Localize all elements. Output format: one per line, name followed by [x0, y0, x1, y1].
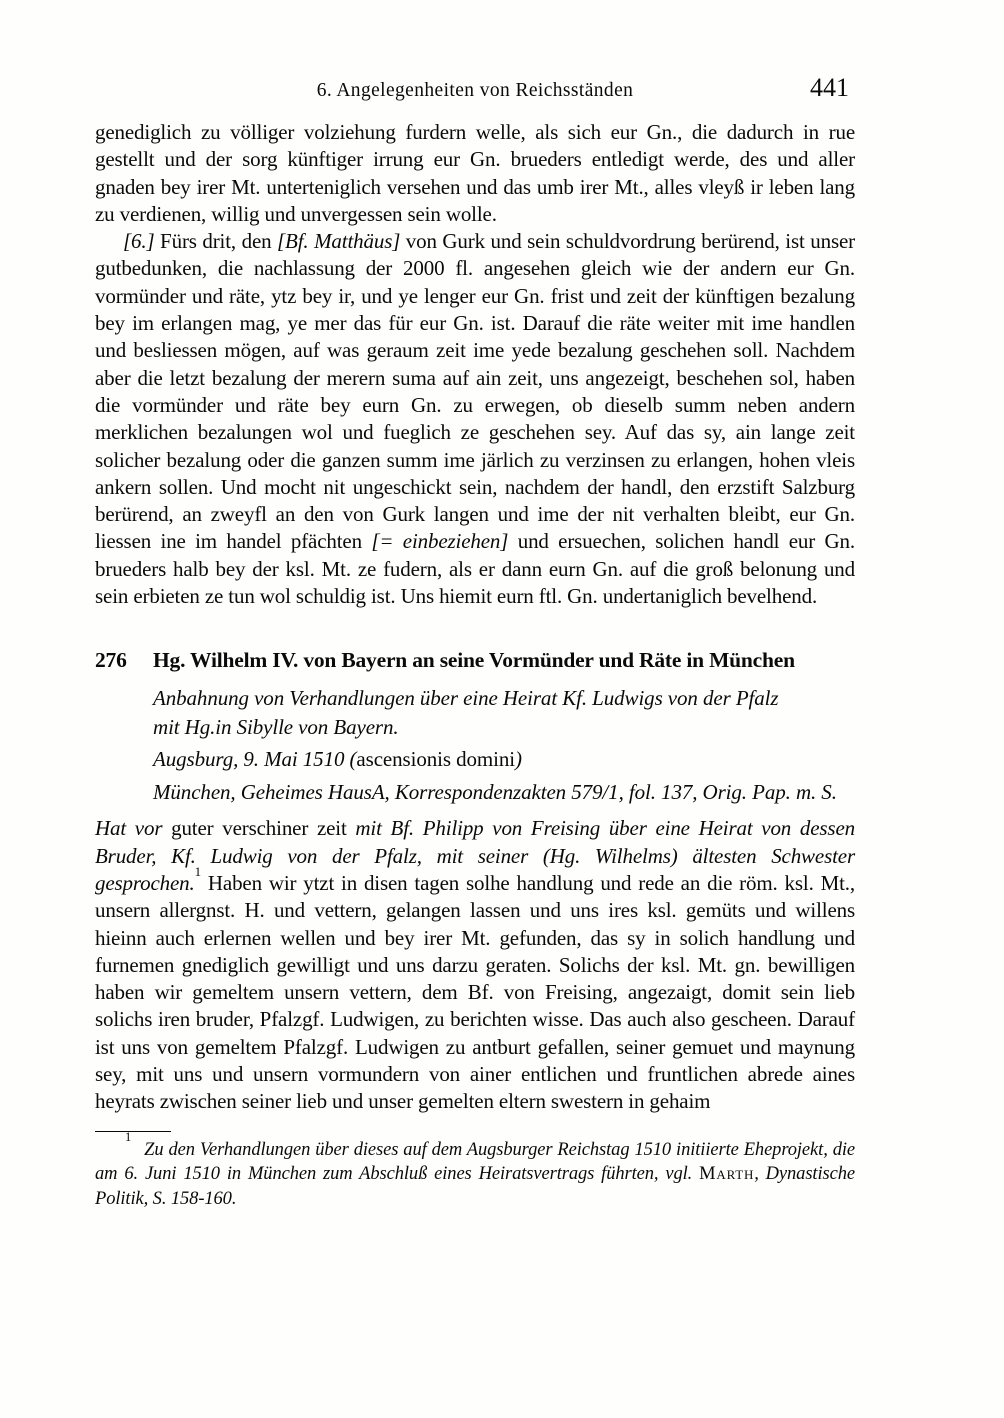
entry-number: 276 [95, 648, 127, 673]
text-block [95, 73, 855, 1211]
summary-text: Hat vor [95, 816, 172, 841]
dateline-latin-feast: ascensionis domini [356, 747, 516, 772]
footnote-separator [95, 1131, 171, 1132]
entry-body [95, 815, 855, 1115]
paragraph-item-6 [95, 228, 855, 610]
running-title: 6. Angelegenheiten von Reichsständen [316, 80, 634, 101]
editorial-number: [6.] [123, 229, 155, 254]
entry-summary: Anbahnung von Verhandlungen über eine Heirat Kf. Ludwigs von der Pfalz mit Hg.in Sibylle von Bayern. [153, 686, 779, 739]
entry-heading [95, 646, 855, 674]
editorial-insertion: [Bf. Matthäus] [277, 229, 401, 254]
footnote-text: Zu den Verhandlungen über dieses auf dem Augsburger Reichstag 1510 initiierte Eheprojekt, die am 6. Juni 1510 in München zum Abschluß eines Heiratsvertrags führten, vgl. [95, 1139, 855, 1185]
editorial-gloss: [= einbeziehen] [371, 529, 509, 554]
quoted-text: guter verschiner zeit [171, 816, 356, 841]
footnote-author: Marth [699, 1164, 755, 1185]
summary-text: mit Bf. Philipp von Freising über eine Heirat von dessen Bruder, Kf. Ludwig von der Pfalz, mit seiner (Hg. Wilhelms) ältesten Schwester gesprochen. [95, 816, 855, 895]
footnote-citation: , Dynastische Politik, S. 158-160. [95, 1164, 855, 1209]
page-header [95, 73, 855, 104]
quoted-text: Haben wir ytzt in disen tagen solhe handlung und rede an die röm. ksl. Mt., unsern allergnst. H. und vettern, gelangen lassen und uns ires ksl. gemüts und willens hieinn auch erlernen wellen und bey irer Mt. gefunden, das sy in solich handlung und furnemen gnediglich gewilligt und uns darzu geraten. Solichs der ksl. Mt. gn. bewilligen haben wir gemeltem unsern vettern, dem Bf. von Freising, angezaigt, domit sein lieb solichs iren bruder, Pfalzgf. Ludwigen, zu berichten wisse. Das auch also gescheen. Darauf ist uns von gemeltem Pfalzgf. Ludwigen zu antburt gefallen, seiner gemuet und maynung sey, mit uns und unsern vormundern von ainer entlichen und fruntlichen abrede aines heyrats zwischen seiner lieb und unser gemelten eltern swestern in gehaim [95, 870, 855, 1114]
entry-title: Hg. Wilhelm IV. von Bayern an seine Vormünder und Räte in München [153, 648, 795, 673]
paragraph-text: von Gurk und sein schuldvordrung berürend, ist unser gutbedunken, die nachlassung der 2000 fl. angesehen gleich wie der andern eur Gn. vormünder und räte, ytz bey ir, und ye lenger eur Gn. frist und zeit der künftigen bezalung bey im erlangen mag, ye mer das für eur Gn. ist. Darauf die räte weiter mit ime handlen und besliessen mögen, auf was geraum zeit ime yede bezalung geschehen soll. Nachdem aber die letzt bezalung der merern suma auf ain zeit, uns angezeigt, beschehen sol, haben die vormünder und räte bey eurn Gn. zu erwegen, ob dieselb summ neben andern merklichen bezalungen wol und fueglich ze geschehen sey. Auf das sy, ain lange zeit solicher bezalung oder die ganzen summ ime järlich zu verzinsen zu erlangen, hohen vleis ankern sollen. Und mocht nit ungeschickt sein, nachdem der handl, den erzstift Salzburg berürend, an zweyfl an den von Gurk langen und ime der nit verhalten bleibt, eur Gn. liessen ine im handel pfächten [95, 229, 855, 554]
dateline-place-date: Augsburg, 9. Mai 1510 ( [153, 747, 357, 772]
paragraph-text: und ersuechen, solichen handl eur Gn. brueders halb bey der ksl. Mt. ze fudern, als er dann eurn Gn. auf die groß belonung und sein erbieten ze tun wol schuldig ist. Uns hiemit eurn ftl. Gn. undertaniglich bevelhend. [95, 529, 855, 609]
footnote [95, 1130, 855, 1212]
paragraph-continuation [95, 119, 855, 228]
footnote-reference: 1 [194, 864, 201, 880]
footnote-marker: 1 [125, 1130, 132, 1145]
page-number: 441 [810, 73, 849, 102]
dateline-close: ) [515, 747, 522, 772]
entry-archive-source: München, Geheimes HausA, Korrespondenzakten 579/1, fol. 137, Orig. Pap. m. S. [153, 779, 837, 804]
paragraph-text: genediglich zu völliger volziehung furdern welle, als sich eur Gn., die dadurch in rue gestellt und der sorg künftiger irrung eur Gn. brueders entledigt werde, des und aller gnaden bey irer Mt. unterteniglich versehen und das umb irer Mt., alles vleyß ir leben lang zu verdienen, willig und unvergessen sein wolle. [95, 120, 855, 226]
entry-dateline [153, 745, 855, 774]
paragraph-text: Fürs drit, den [154, 229, 278, 254]
